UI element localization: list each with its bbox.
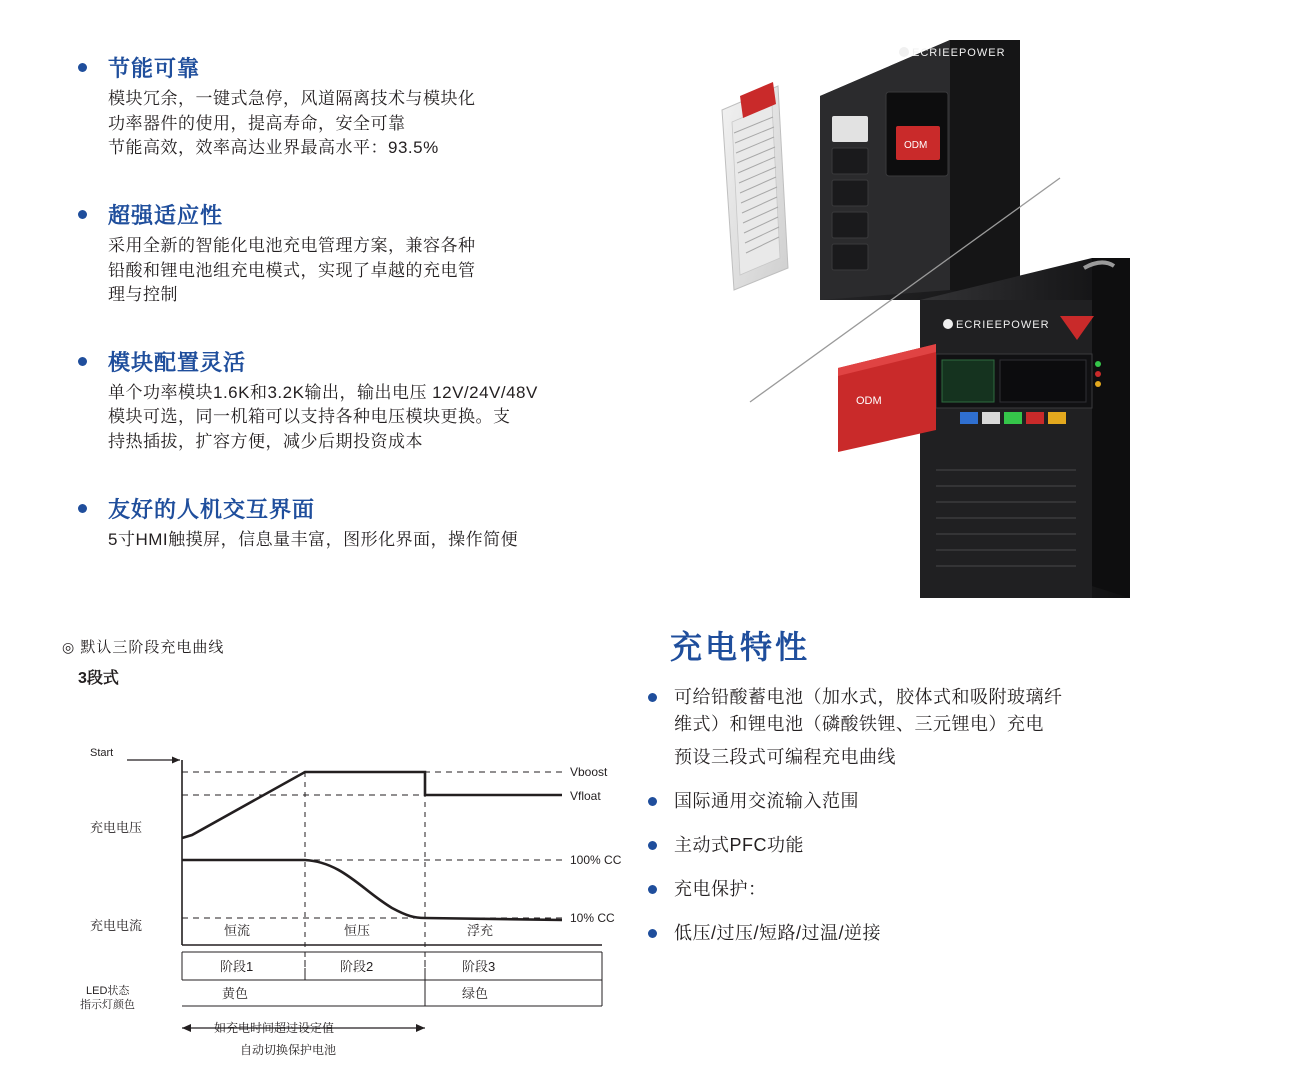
bullet-icon [78,63,87,72]
feature-item [78,346,648,455]
brand-text-bottom: ECRIEEPOWER [956,319,1050,331]
charging-feature-item [648,920,1208,947]
bullet-icon [648,885,657,894]
feature-line: 节能高效，效率高达业界最高水平：93.5% [108,138,439,158]
chart-right-label: Vboost [570,765,608,779]
chart-start-label: Start [90,747,114,759]
feature-title: 节能可靠 [108,56,201,81]
chart-right-label: Vfloat [570,789,601,803]
chart-right-label: 10% CC [570,911,615,925]
feature-line: 模块可选，同一机箱可以支持各种电压模块更换。支 [108,407,511,427]
charging-feature-text [674,876,1208,903]
bullet-icon [648,693,657,702]
led-value: 绿色 [462,986,489,1001]
chart-right-label: 100% CC [570,853,622,867]
ring-icon: ◎ [62,639,76,655]
feature-item [78,493,648,553]
chart-canvas [62,690,662,1020]
charging-curve-chart [62,636,662,1070]
feature-line: 低压/过压/短路/过温/逆接 [674,923,882,943]
feature-line: 5寸HMI触摸屏，信息量丰富，图形化界面，操作简便 [108,529,519,549]
feature-title: 友好的人机交互界面 [108,496,316,522]
bullet-icon [648,841,657,850]
bullet-icon [78,210,87,219]
charging-feature-text [674,920,1208,947]
chart-stage-name: 恒压 [344,923,371,938]
feature-title: 模块配置灵活 [108,349,247,375]
module-badge-text: ODM [856,395,882,407]
product-photo-group [660,0,1290,640]
charging-feature-text [674,788,1208,815]
chart-caption [62,636,662,657]
bullet-icon [78,357,87,366]
bullet-icon [648,797,657,806]
feature-line: 功率器件的使用，提高寿命，安全可靠 [108,113,406,133]
panel-badge-text: ODM [904,140,928,151]
chart-stage-axis: 阶段2 [340,959,374,974]
led-status-label: LED状态 [86,985,130,997]
led-color-label: 指示灯颜色 [80,999,135,1011]
feature-item [78,52,648,161]
feature-title: 超强适应性 [108,202,224,228]
chart-axis-label-voltage: 充电电压 [90,820,143,835]
chart-stage-name: 浮充 [467,923,494,938]
footer-note-line2: 自动切换保护电池 [240,1043,337,1057]
section-title: 充电特性 [670,629,811,665]
feature-line: 预设三段式可编程充电曲线 [674,747,896,767]
footer-note-line1: 如充电时间超过设定值 [214,1021,335,1035]
feature-line: 理与控制 [108,285,178,305]
chart-stage-name: 恒流 [224,923,251,938]
bullet-icon [648,929,657,938]
product-illustration [660,0,1290,640]
cabinet-front [920,258,1130,598]
charging-features-column [648,622,1208,964]
led-value: 黄色 [222,986,249,1001]
feature-line: 采用全新的智能化电池充电管理方案，兼容各种 [108,235,476,255]
feature-line: 可给铅酸蓄电池（加水式，胶体式和吸附玻璃纤 [674,687,1063,707]
feature-item [78,199,648,308]
chart-caption-title: 默认三阶段充电曲线 [80,639,225,656]
front-grille-panel [722,82,788,290]
charging-feature-item [648,876,1208,903]
cabinet-rear [820,40,1020,300]
chart-stage-axis: 阶段1 [220,959,254,974]
feature-body [108,528,648,553]
bullet-icon [78,504,87,513]
feature-line: 主动式PFC功能 [674,835,804,855]
charging-feature-text [674,832,1208,859]
charging-feature-item [648,684,1208,771]
feature-line: 充电保护： [674,879,767,899]
feature-list [78,52,648,578]
charging-feature-text [674,684,1208,771]
feature-body [108,87,648,161]
charging-feature-item [648,788,1208,815]
chart-stage-axis: 阶段3 [462,959,496,974]
charging-feature-item [648,832,1208,859]
feature-line: 维式）和锂电池（磷酸铁锂、三元锂电）充电 [674,714,1044,734]
feature-line: 铅酸和锂电池组充电模式，实现了卓越的充电管 [108,260,476,280]
feature-body [108,234,648,308]
feature-line: 单个功率模块1.6K和3.2K输出，输出电压 12V/24V/48V [108,382,538,402]
feature-body [108,381,648,455]
chart-subtitle: 3段式 [78,670,119,687]
feature-line: 模块冗余，一键式急停，风道隔离技术与模块化 [108,89,476,108]
chart-axis-label-current: 充电电流 [90,918,143,933]
feature-line: 持热插拔，扩容方便，减少后期投资成本 [108,432,423,452]
brand-text-top: ECRIEEPOWER [912,47,1006,59]
chart-footer-note [62,1014,662,1070]
feature-line: 国际通用交流输入范围 [674,791,859,811]
